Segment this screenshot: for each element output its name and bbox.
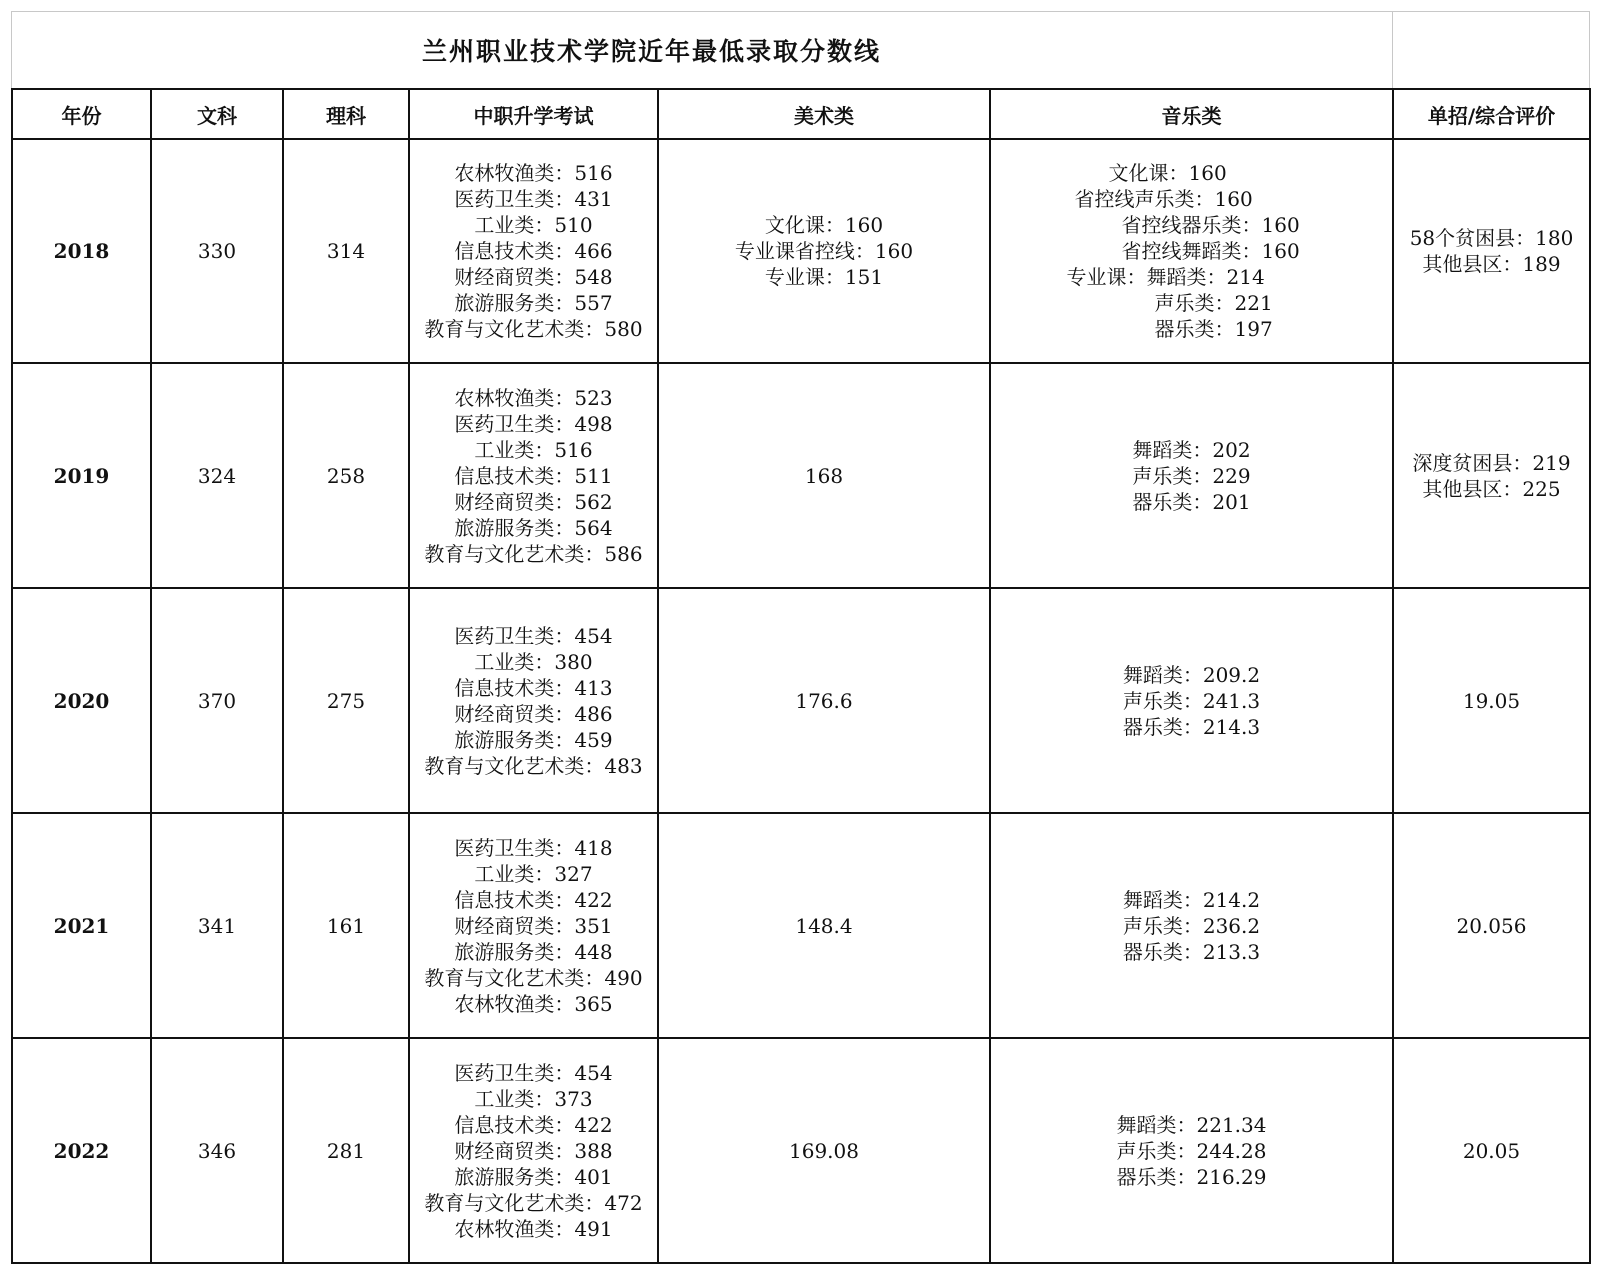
header-fine-arts: 美术类 xyxy=(794,103,854,128)
vocational-item: 医药卫生类：454 xyxy=(454,623,613,648)
vocational-list xyxy=(424,835,642,1017)
music-item: 声乐类：244.28 xyxy=(1116,1138,1267,1163)
row-2018-music xyxy=(991,140,1392,362)
music-item: 声乐类：241.3 xyxy=(1122,688,1261,713)
music-item: 器乐类：214.3 xyxy=(1122,714,1261,739)
music-item: 器乐类：213.3 xyxy=(1122,939,1261,964)
row-2020-science: 275 xyxy=(326,688,366,713)
vocational-item: 工业类：380 xyxy=(474,649,593,674)
row-2018-single xyxy=(1394,140,1589,362)
music-item: 器乐类：201 xyxy=(1132,489,1251,514)
vocational-item: 工业类：510 xyxy=(474,213,593,237)
vocational-list xyxy=(424,160,642,342)
row-2022-fine-arts: 169.08 xyxy=(789,1138,859,1163)
music-item: 声乐类：221 xyxy=(1154,291,1273,315)
vocational-item: 农林牧渔类：365 xyxy=(454,991,613,1016)
header-year: 年份 xyxy=(61,103,102,128)
music-item: 舞蹈类：214.2 xyxy=(1122,887,1261,912)
vocational-item: 信息技术类：422 xyxy=(454,887,613,912)
vocational-item: 医药卫生类：431 xyxy=(454,187,613,211)
vocational-item: 财经商贸类：486 xyxy=(454,701,613,726)
single-item: 其他县区：225 xyxy=(1422,476,1561,501)
vocational-item: 旅游服务类：557 xyxy=(454,291,613,315)
vocational-item: 财经商贸类：388 xyxy=(454,1138,613,1163)
header-music: 音乐类 xyxy=(1161,103,1222,128)
music-item: 专业课：舞蹈类：214 xyxy=(1066,265,1265,289)
vocational-item: 农林牧渔类：523 xyxy=(454,385,613,410)
music-item: 器乐类：197 xyxy=(1154,317,1273,341)
vocational-item: 农林牧渔类：491 xyxy=(454,1216,613,1241)
vocational-item: 信息技术类：511 xyxy=(454,463,613,488)
vocational-item: 医药卫生类：418 xyxy=(454,835,613,860)
row-2018-vocational xyxy=(410,140,657,362)
vocational-item: 医药卫生类：498 xyxy=(454,411,613,436)
vocational-list xyxy=(424,385,642,567)
row-2019-vocational xyxy=(410,364,657,587)
single-item: 其他县区：189 xyxy=(1422,252,1561,276)
vocational-item: 财经商贸类：351 xyxy=(454,913,613,938)
row-2021-arts: 341 xyxy=(197,913,237,938)
single-list xyxy=(1412,450,1570,502)
row-2021-single: 20.056 xyxy=(1456,913,1527,938)
table-border-bottom xyxy=(11,1262,1591,1264)
vocational-item: 财经商贸类：562 xyxy=(454,489,613,514)
vocational-list xyxy=(424,1060,642,1242)
single-item: 深度贫困县：219 xyxy=(1412,450,1571,475)
music-item: 器乐类：216.29 xyxy=(1116,1164,1267,1189)
header-vocational: 中职升学考试 xyxy=(473,103,594,128)
header-science: 理科 xyxy=(326,103,366,128)
row-2019-year: 2019 xyxy=(53,463,110,488)
row-2021-year: 2021 xyxy=(53,913,110,938)
vocational-list xyxy=(424,623,642,779)
row-2020-single: 19.05 xyxy=(1462,688,1521,713)
vocational-item: 教育与文化艺术类：483 xyxy=(424,753,643,778)
vocational-item: 信息技术类：466 xyxy=(454,239,613,263)
row-2020-music xyxy=(991,589,1392,812)
row-2022-single: 20.05 xyxy=(1462,1138,1521,1163)
fine-arts-item: 专业课省控线：160 xyxy=(734,239,914,263)
row-2019-science: 258 xyxy=(326,463,366,488)
row-2019-music xyxy=(991,364,1392,587)
music-list xyxy=(1117,1112,1267,1190)
row-2022-music xyxy=(991,1039,1392,1262)
fine-arts-item: 专业课：151 xyxy=(764,265,884,289)
vocational-item: 工业类：373 xyxy=(474,1086,593,1111)
row-2018-science: 314 xyxy=(326,239,366,263)
vocational-item: 教育与文化艺术类：586 xyxy=(424,541,643,566)
row-2018-fine-arts xyxy=(659,140,989,362)
row-2020-vocational xyxy=(410,589,657,812)
title-far-right-gridline xyxy=(1589,11,1590,88)
music-list xyxy=(1123,887,1260,965)
vocational-item: 信息技术类：422 xyxy=(454,1112,613,1137)
row-2022-arts: 346 xyxy=(197,1138,237,1163)
row-2020-arts: 370 xyxy=(197,688,237,713)
row-2019-arts: 324 xyxy=(197,463,237,488)
row-2020-fine-arts: 176.6 xyxy=(795,688,853,713)
music-item: 省控线舞蹈类：160 xyxy=(1121,239,1300,263)
music-item: 舞蹈类：221.34 xyxy=(1116,1112,1267,1137)
col-border-right xyxy=(1589,88,1591,1264)
row-2019-single xyxy=(1394,364,1589,587)
vocational-item: 教育与文化艺术类：580 xyxy=(424,317,643,341)
vocational-item: 旅游服务类：448 xyxy=(454,939,613,964)
vocational-item: 旅游服务类：564 xyxy=(454,515,613,540)
header-single: 单招/综合评价 xyxy=(1427,103,1556,128)
row-2022-vocational xyxy=(410,1039,657,1262)
row-2022-year: 2022 xyxy=(53,1138,110,1163)
music-item: 文化课：160 xyxy=(1108,161,1227,185)
vocational-item: 工业类：516 xyxy=(474,437,593,462)
page-title: 兰州职业技术学院近年最低录取分数线 xyxy=(421,36,881,66)
row-2020-year: 2020 xyxy=(53,688,110,713)
music-list xyxy=(1123,662,1260,740)
vocational-item: 农林牧渔类：516 xyxy=(454,161,613,185)
row-2022-science: 281 xyxy=(326,1138,366,1163)
row-2021-fine-arts: 148.4 xyxy=(795,913,853,938)
vocational-item: 财经商贸类：548 xyxy=(454,265,613,289)
vocational-item: 教育与文化艺术类：472 xyxy=(424,1190,643,1215)
title-right-gridline xyxy=(1392,11,1393,88)
row-2021-music xyxy=(991,814,1392,1037)
vocational-item: 旅游服务类：401 xyxy=(454,1164,613,1189)
music-list xyxy=(1067,160,1317,342)
music-list xyxy=(1132,437,1250,515)
music-item: 舞蹈类：209.2 xyxy=(1122,662,1261,687)
music-item: 舞蹈类：202 xyxy=(1132,437,1251,462)
vocational-item: 教育与文化艺术类：490 xyxy=(424,965,643,990)
music-item: 省控线声乐类：160 xyxy=(1074,187,1253,211)
vocational-item: 旅游服务类：459 xyxy=(454,727,613,752)
row-2021-vocational xyxy=(410,814,657,1037)
music-item: 省控线器乐类：160 xyxy=(1121,213,1300,237)
fine-arts-list xyxy=(735,212,913,290)
music-item: 声乐类：229 xyxy=(1132,463,1251,488)
vocational-item: 信息技术类：413 xyxy=(454,675,613,700)
vocational-item: 工业类：327 xyxy=(474,861,593,886)
vocational-item: 医药卫生类：454 xyxy=(454,1060,613,1085)
single-list xyxy=(1410,225,1574,277)
row-2021-science: 161 xyxy=(326,913,366,938)
row-2018-year: 2018 xyxy=(53,239,110,263)
row-2018-arts: 330 xyxy=(197,239,237,263)
single-item: 58个贫困县：180 xyxy=(1409,226,1574,250)
header-arts: 文科 xyxy=(197,103,237,128)
row-2019-fine-arts: 168 xyxy=(804,463,844,488)
fine-arts-item: 文化课：160 xyxy=(764,213,884,237)
music-item: 声乐类：236.2 xyxy=(1122,913,1261,938)
